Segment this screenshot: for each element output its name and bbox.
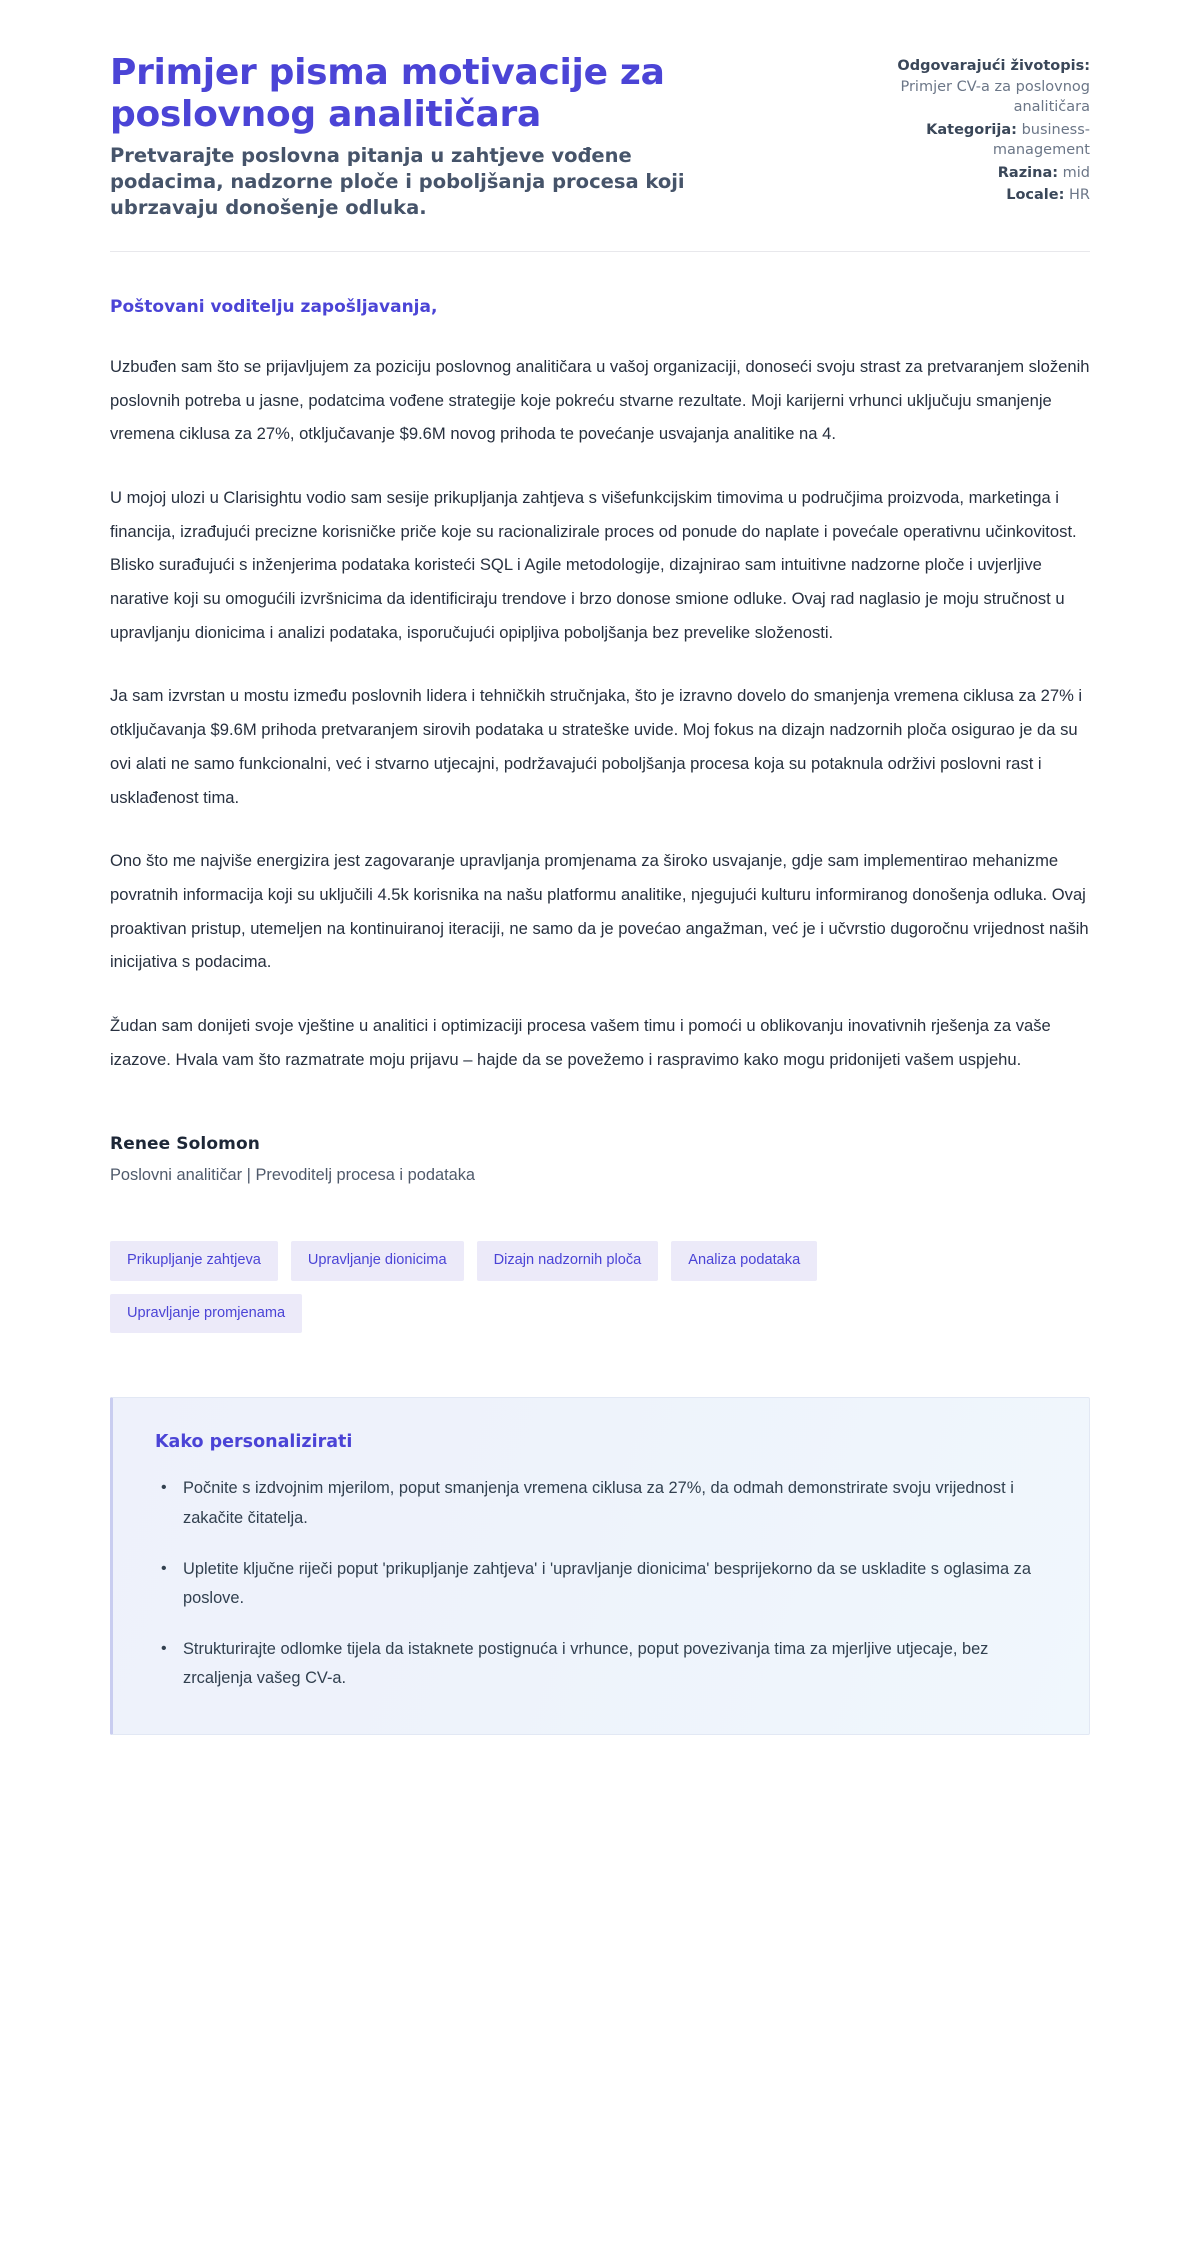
skill-tag[interactable]: Upravljanje promjenama	[110, 1294, 302, 1334]
callout-tip-item: • Upletite ključne riječi poput 'prikupljanje zahtjeva' i 'upravljanje dionicima' besprijekorno da se uskladite s oglasima za poslove.	[179, 1555, 1047, 1613]
header-divider	[110, 251, 1090, 252]
metadata-value: business-management	[992, 121, 1090, 159]
metadata-row-level	[872, 163, 1090, 184]
metadata-row-matching-resume	[872, 56, 1090, 118]
how-to-personalize-callout	[110, 1397, 1090, 1734]
page-title: Primjer pisma motivacije za poslovnog analitičara	[110, 52, 665, 136]
letter-paragraph: Ono što me najviše energizira jest zagovaranje upravljanja promjenama za široko usvajanje, gdje sam implementirao mehanizme povratnih informacija koji su uključili 4.5k korisnika na našu platformu analitike, njegujući kulturu informiranog donošenja odluka. Ovaj proaktivan pristup, utemeljen na kontinuiranoj iteraciji, ne samo da je povećao angažman, već je i učvrstio dugoročnu vrijednost naših inicijativa s podacima.	[110, 851, 1089, 972]
document-metadata	[872, 52, 1090, 208]
callout-tip-item: • Strukturirajte odlomke tijela da istaknete postignuća i vrhunce, poput povezivanja tima za mjerljive utjecaje, bez zrcaljenja vašeg CV-a.	[179, 1635, 1047, 1693]
document-header	[110, 52, 1090, 245]
letter-paragraph: Uzbuđen sam što se prijavljujem za poziciju poslovnog analitičara u vašoj organizaciji, donoseći svoju strast za pretvaranjem složenih poslovnih potreba u jasne, podatcima vođene strategije koje pokreću stvarne rezultate. Moji karijerni vrhunci uključuju smanjenje vremena ciklusa za 27%, otključavanje $9.6M novog prihoda te povećanje usvajanja analitike na 4.	[110, 357, 1090, 444]
metadata-label: Kategorija:	[926, 121, 1017, 138]
metadata-value: mid	[1062, 164, 1090, 181]
skill-tag[interactable]: Dizajn nadzornih ploča	[477, 1241, 659, 1281]
letter-paragraph: U mojoj ulozi u Clarisightu vodio sam sesije prikupljanja zahtjeva s višefunkcijskim timovima u područjima proizvoda, marketinga i financija, izrađujući precizne korisničke priče koje su racionalizirale proces od ponude do naplate i povećale operativnu učinkovitost. Blisko surađujući s inženjerima podataka koristeći SQL i Agile metodologije, dizajnirao sam intuitivne nadzorne ploče i uvjerljive narative koji su omogućili izvršnicima da identificiraju trendove i brzo donose smione odluke. Ovaj rad naglasio je moju stručnost u upravljanju dionicima i analizi podataka, isporučujući opipljiva poboljšanja bez prevelike složenosti.	[110, 488, 1077, 642]
callout-tip-list	[155, 1474, 1047, 1693]
metadata-value: HR	[1069, 187, 1090, 204]
skill-tag[interactable]: Upravljanje dionicima	[291, 1241, 464, 1281]
metadata-label: Locale:	[1006, 187, 1065, 204]
signer-name: Renee Solomon	[110, 1134, 260, 1155]
page-subtitle: Pretvarajte poslovna pitanja u zahtjeve vođene podacima, nadzorne ploče i poboljšanja procesa koji ubrzavaju donošenje odluka.	[110, 143, 685, 220]
header-title-block	[110, 52, 750, 221]
metadata-row-locale	[872, 185, 1090, 206]
signature-block	[110, 1134, 1090, 1185]
metadata-label: Odgovarajući životopis:	[897, 58, 1090, 74]
cover-letter-body	[110, 296, 1090, 1076]
metadata-value: Primjer CV-a za poslovnog analitičara	[900, 78, 1090, 116]
metadata-row-category	[872, 120, 1090, 161]
callout-tip-item: • Počnite s izdvojnim mjerilom, poput smanjenja vremena ciklusa za 27%, da odmah demonstrirate svoju vrijednost i zakačite čitatelja.	[179, 1474, 1047, 1532]
letter-paragraph: Žudan sam donijeti svoje vještine u analitici i optimizaciji procesa vašem timu i pomoći u oblikovanju inovativnih rješenja za vaše izazove. Hvala vam što razmatrate moju prijavu – hajde da se povežemo i raspravimo kako mogu pridonijeti vašem uspjehu.	[110, 1015, 1051, 1069]
letter-paragraph: Ja sam izvrstan u mostu između poslovnih lidera i tehničkih stručnjaka, što je izravno dovelo do smanjenja vremena ciklusa za 27% i otključavanja $9.6M prihoda pretvaranjem sirovih podataka u strateške uvide. Moj fokus na dizajn nadzornih ploča osigurao je da su ovi alati ne samo funkcionalni, već i stvarno utjecajni, podržavajući poboljšanja procesa koja su potaknula održivi poslovni rast i usklađenost tima.	[110, 686, 1083, 807]
signer-role: Poslovni analitičar | Prevoditelj procesa i podataka	[110, 1166, 476, 1185]
skill-tag-list	[110, 1241, 1010, 1333]
callout-title: Kako personalizirati	[155, 1432, 353, 1453]
metadata-label: Razina:	[997, 164, 1059, 181]
letter-salutation: Poštovani voditelju zapošljavanja,	[110, 297, 438, 318]
skill-tag[interactable]: Analiza podataka	[671, 1241, 817, 1281]
skill-tag[interactable]: Prikupljanje zahtjeva	[110, 1241, 278, 1281]
